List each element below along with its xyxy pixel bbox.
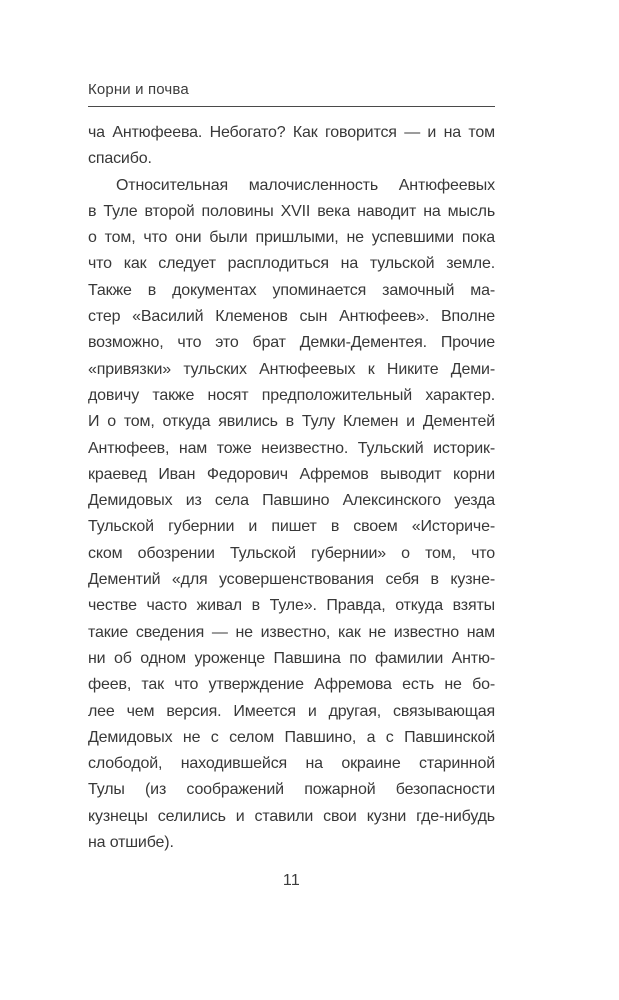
text-line: слободой, находившейся на окраине старинной — [88, 755, 495, 773]
text-line: Тулы (из соображений пожарной безопасности — [88, 781, 495, 799]
text-line: Тульской губернии и пишет в своем «Историче- — [88, 518, 495, 536]
text-line: спасибо. — [88, 150, 152, 168]
body-text — [88, 120, 495, 856]
text-line: И о том, откуда явились в Тулу Клемен и Дементей — [88, 413, 495, 431]
text-line: в Туле второй половины XVII века наводит на мысль — [88, 202, 495, 220]
text-line: о том, что они были пришлыми, не успевшими пока — [88, 229, 495, 247]
text-line: на отшибе). — [88, 834, 174, 852]
page-number: 11 — [282, 872, 301, 889]
text-line: «привязки» тульских Антюфеевых к Никите Деми- — [88, 360, 495, 378]
text-line: Также в документах упоминается замочный ма- — [88, 281, 495, 299]
header-rule — [88, 106, 495, 107]
text-line: Демидовых из села Павшино Алексинского уезда — [88, 492, 495, 510]
running-header: Корни и почва — [88, 81, 189, 98]
text-line: ча Антюфеева. Небогато? Как говорится — и на том — [88, 124, 495, 141]
text-line: Относительная малочисленность Антюфеевых — [116, 176, 495, 194]
page-footer — [88, 872, 495, 890]
text-line: лее чем версия. Имеется и другая, связывающая — [88, 702, 495, 720]
text-line: честве часто живал в Туле». Правда, откуда взяты — [88, 597, 495, 615]
text-line: ни об одном уроженце Павшина по фамилии Антю- — [88, 649, 495, 667]
text-line: что как следует расплодиться на тульской земле. — [88, 255, 495, 273]
text-line: возможно, что это брат Демки-Дементея. Прочие — [88, 334, 495, 352]
text-line: Демидовых не с селом Павшино, а с Павшинской — [88, 728, 495, 746]
text-line: кузнецы селились и ставили свои кузни где-нибудь — [88, 807, 495, 825]
text-line: довичу также носят предположительный характер. — [88, 386, 495, 404]
text-line: стер «Василий Клеменов сын Антюфеев». Вполне — [88, 308, 495, 326]
text-line: ском обозрении Тульской губернии» о том, что — [88, 544, 495, 562]
text-line: такие сведения — не известно, как не известно нам — [88, 623, 495, 641]
text-line: Антюфеев, нам тоже неизвестно. Тульский историк- — [88, 439, 495, 457]
text-line: Дементий «для усовершенствования себя в кузне- — [88, 571, 495, 589]
text-line: феев, так что утверждение Афремова есть не бо- — [88, 676, 495, 694]
text-line: краевед Иван Федорович Афремов выводит корни — [88, 465, 495, 483]
